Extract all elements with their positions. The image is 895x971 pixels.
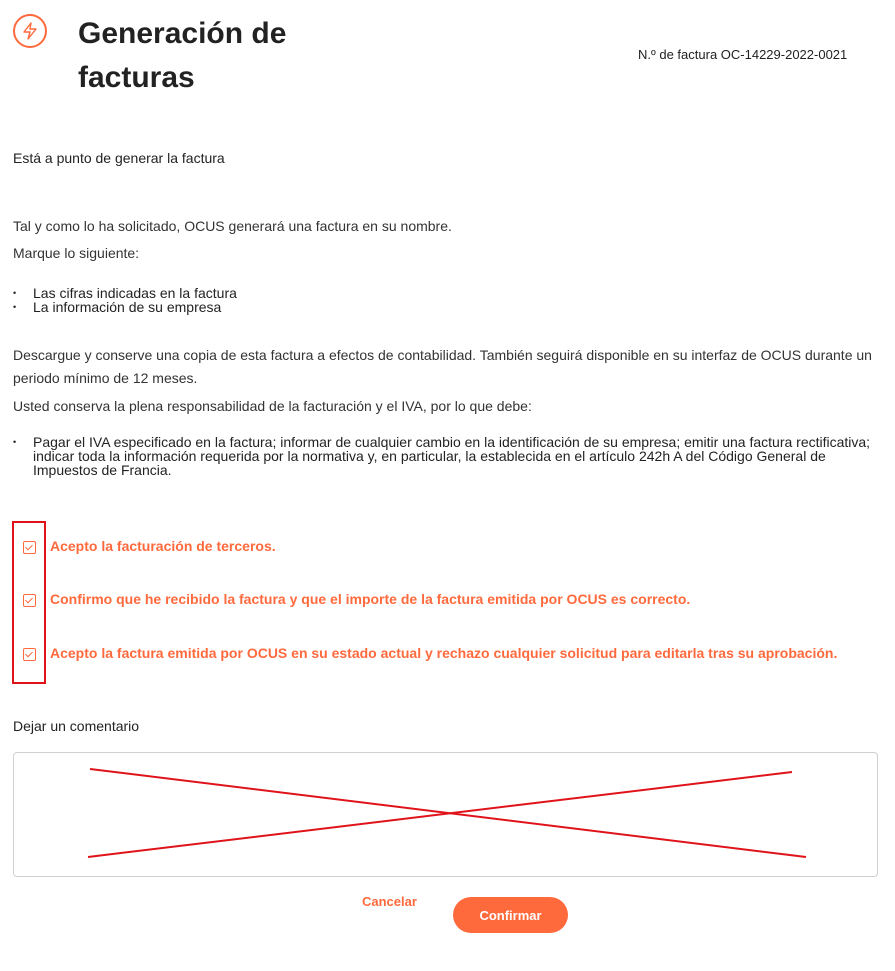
paragraph-responsibility: Usted conserva la plena responsabilidad de la facturación y el IVA, por lo que debe: bbox=[13, 398, 532, 414]
comment-input[interactable] bbox=[13, 752, 878, 877]
list-item: • Las cifras indicadas en la factura bbox=[13, 286, 237, 300]
confirm-button[interactable]: Confirmar bbox=[453, 897, 568, 933]
paragraph-accounting: Descargue y conserve una copia de esta factura a efectos de contabilidad. También seguirá disponible en su interfaz de OCUS durante un periodo mínimo de 12 meses. bbox=[13, 347, 872, 386]
checkbox-label[interactable]: Acepto la factura emitida por OCUS en su estado actual y rechazo cualquier solicitud para editarla tras su aprobación. bbox=[50, 645, 838, 661]
page-title: Generación de facturas bbox=[78, 17, 287, 94]
checkbox-row-amount-correct[interactable] bbox=[23, 591, 690, 608]
checkbox-label[interactable]: Acepto la facturación de terceros. bbox=[50, 538, 276, 554]
checkbox-row-accept-invoice[interactable] bbox=[23, 645, 863, 662]
comment-label: Dejar un comentario bbox=[13, 718, 140, 734]
bolt-icon bbox=[13, 14, 47, 48]
intro-line-1: Tal y como lo ha solicitado, OCUS generará una factura en su nombre. bbox=[13, 218, 452, 234]
list-item: • Pagar el IVA especificado en la factura; informar de cualquier cambio en la identificación de su empresa; emitir una factura rectificativa; indicar toda la información requerida por la normativa y, en particular, la establecida en el artículo 242h A del Código General de Impuestos de Francia. bbox=[13, 435, 873, 477]
checkbox-row-third-party[interactable] bbox=[23, 538, 276, 555]
invoice-number: N.º de factura OC-14229-2022-0021 bbox=[638, 47, 848, 62]
checkbox-third-party[interactable] bbox=[23, 541, 36, 554]
checkbox-accept-invoice[interactable] bbox=[23, 648, 36, 661]
responsibility-list bbox=[13, 435, 873, 477]
intro-line-2: Marque lo siguiente: bbox=[13, 245, 140, 261]
checkbox-label[interactable]: Confirmo que he recibido la factura y que el importe de la factura emitida por OCUS es correcto. bbox=[50, 591, 691, 607]
section-subtitle: Está a punto de generar la factura bbox=[13, 150, 225, 166]
check-list bbox=[13, 286, 237, 314]
checkbox-amount-correct[interactable] bbox=[23, 594, 36, 607]
cancel-button[interactable]: Cancelar bbox=[362, 894, 417, 909]
list-item: • La información de su empresa bbox=[13, 300, 237, 314]
